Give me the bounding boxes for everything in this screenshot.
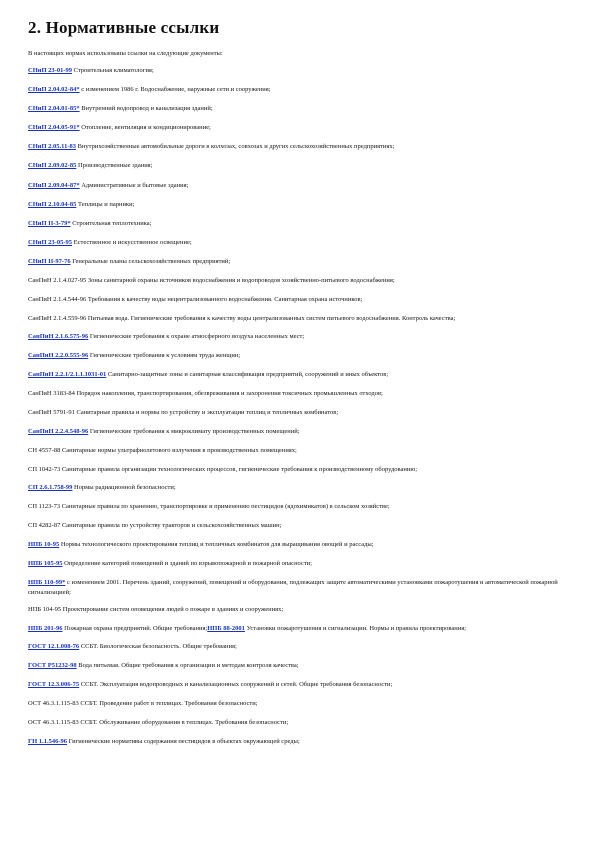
document-link[interactable]: ГОСТ 12.3.006-75 <box>28 681 80 689</box>
document-link[interactable]: СП 2.6.1.758-99 <box>28 483 73 491</box>
reference-item <box>28 181 568 191</box>
reference-text: Естественное и искусственное освещение; <box>72 238 192 246</box>
reference-text: СанПиН 2.1.4.559-96 Питьевая вода. Гигиенические требования к качеству воды централизованных систем питьевого водоснабжения. Контроль качества; <box>28 315 456 323</box>
reference-item <box>28 85 568 95</box>
document-link[interactable]: НПБ 201-96 <box>28 625 63 633</box>
reference-text: Внутренний водопровод и канализация зданий; <box>79 105 213 113</box>
reference-item <box>28 389 568 399</box>
reference-text: ССБТ. Биологическая безопасность. Общие требования; <box>79 642 237 650</box>
reference-item <box>28 314 568 324</box>
reference-text: Внутрихозяйственные автомобильные дороги в колхозах, совхозах и других сельскохозяйственных предприятиях; <box>75 143 395 151</box>
reference-text: Гигиенические требования к условиям труда женщин; <box>88 351 241 359</box>
reference-item <box>28 446 568 456</box>
reference-text: Вода питьевая. Общие требования к организации и методам контроля качества; <box>76 662 299 670</box>
reference-text: ОСТ 46.3.1.115-83 ССБТ. Обслуживание оборудования в теплицах. Требования безопасности; <box>28 719 289 727</box>
document-link[interactable]: СанПиН 2.1.6.575-96 <box>28 332 89 340</box>
reference-item <box>28 718 568 728</box>
document-link[interactable]: НПБ 88-2001 <box>207 625 245 633</box>
reference-item <box>28 332 568 342</box>
references-list <box>28 66 568 747</box>
reference-item <box>28 66 568 76</box>
reference-text: СП 1123-73 Санитарные правила по хранению, транспортировке и применению пестицидов (ядохимикатов) в сельском хозяйстве; <box>28 502 390 510</box>
document-link[interactable]: СНиП 2.04.01-85* <box>28 105 80 113</box>
document-link[interactable]: НПБ 10-95 <box>28 541 60 549</box>
document-link[interactable]: ГОСТ 12.1.008-76 <box>28 642 80 650</box>
reference-item <box>28 104 568 114</box>
reference-text: Установки пожаротушения и сигнализации. Нормы и правила проектирования; <box>244 625 467 633</box>
reference-text: ОСТ 46.3.1.115-83 ССБТ. Проведение работ в теплицах. Требования безопасности; <box>28 700 258 708</box>
document-link[interactable]: СНиП 2.04.02-84* <box>28 86 80 94</box>
reference-text: Нормы технологического проектирования теплиц и тепличных комбинатов для выращивания овощей и рассады; <box>59 541 374 549</box>
reference-item <box>28 123 568 133</box>
document-link[interactable]: СНиП 2.05.11-83 <box>28 143 76 151</box>
reference-item <box>28 642 568 652</box>
document-link[interactable]: СНиП 23-05-95 <box>28 238 73 246</box>
document-link[interactable]: СанПиН 2.2.0.555-96 <box>28 351 89 359</box>
reference-text: Гигиенические требования к микроклимату производственных помещений; <box>88 428 300 436</box>
reference-text: Пожарная охрана предприятий. Общие требования; <box>62 625 208 633</box>
reference-text: СП 1042-73 Санитарные правила организации технологических процессов, гигиенические требования к производственному оборудованию; <box>28 466 417 474</box>
reference-item <box>28 661 568 671</box>
document-link[interactable]: СНиП 2.09.02-85 <box>28 162 77 170</box>
reference-text: Санитарно-защитные зоны и санитарная классификация предприятий, сооружений и иных объектов; <box>106 370 389 378</box>
document-link[interactable]: СНиП II-3-79* <box>28 219 71 227</box>
reference-text: Строительная теплотехника; <box>70 219 152 227</box>
reference-text: с изменением 1986 г. Водоснабжение, наружные сети и сооружения; <box>79 86 271 94</box>
document-link[interactable]: СНиП 2.10.04-85 <box>28 200 77 208</box>
reference-text: СанПиН 5791-91 Санитарные правила и нормы по устройству и эксплуатации теплиц и тепличных комбинатов; <box>28 409 339 417</box>
reference-text: Генеральные планы сельскохозяйственных предприятий; <box>70 257 231 265</box>
document-link[interactable]: ГОСТ Р51232-98 <box>28 662 77 670</box>
reference-text: Административные и бытовые здания; <box>79 181 189 189</box>
reference-text: Гигиенические нормативы содержания пестицидов в объектах окружающей среды; <box>66 738 300 746</box>
reference-item <box>28 427 568 437</box>
section-heading: 2. Нормативные ссылки <box>28 18 220 37</box>
reference-text: Теплицы и парники; <box>76 200 135 208</box>
reference-item <box>28 200 568 210</box>
document-page <box>28 18 568 757</box>
reference-text: Гигиенические требования к охране атмосферного воздуха населенных мест; <box>88 332 305 340</box>
document-link[interactable]: НПБ 105-95 <box>28 560 63 568</box>
reference-text: СанПиН 3183-84 Порядок накопления, транспортирования, обезвреживания и захоронения токсичных промышленных отходов; <box>28 390 383 397</box>
reference-item <box>28 238 568 248</box>
reference-text: СП 4282-87 Санитарные правила по устройству тракторов и сельскохозяйственных машин; <box>28 522 282 530</box>
document-link[interactable]: СанПиН 2.2.4.548-96 <box>28 428 89 436</box>
reference-item <box>28 502 568 512</box>
reference-text: с изменением 2001. Перечень зданий, сооружений, помещений и оборудования, подлежащих защите автоматическими установками пожаротушения и автоматической пожарной сигнализацией; <box>28 579 558 596</box>
reference-item <box>28 680 568 690</box>
reference-item <box>28 276 568 286</box>
reference-text: ССБТ. Эксплуатация водопроводных и канализационных сооружений и сетей. Общие требования безопасности; <box>79 681 393 689</box>
reference-item <box>28 559 568 569</box>
reference-item <box>28 161 568 171</box>
reference-item <box>28 699 568 709</box>
document-link[interactable]: СНиП II-97-76 <box>28 257 71 265</box>
reference-item <box>28 351 568 361</box>
reference-text: Отопление, вентиляция и кондиционирование; <box>79 124 211 132</box>
reference-item <box>28 483 568 493</box>
reference-item <box>28 737 568 747</box>
document-link[interactable]: СНиП 23-01-99 <box>28 67 73 74</box>
reference-item <box>28 605 568 615</box>
reference-text: СанПиН 2.1.4.544-96 Требования к качеству воды нецентрализованного водоснабжения. Санитарная охрана источников; <box>28 296 363 304</box>
reference-text: СанПиН 2.1.4.027-95 Зоны санитарной охраны источников водоснабжения и водопроводов хозяйственно-питьевого водоснабжения; <box>28 277 395 285</box>
reference-item <box>28 142 568 152</box>
document-link[interactable]: НПБ 110-99* <box>28 579 66 587</box>
document-link[interactable]: СанПиН 2.2.1/2.1.1.1031-01 <box>28 370 107 378</box>
document-link[interactable]: СНиП 2.09.04-87* <box>28 181 80 189</box>
reference-text: НПБ 104-95 Проектирование систем оповещения людей о пожаре в зданиях и сооружениях; <box>28 606 284 614</box>
document-link[interactable]: ГН 1.1.546-96 <box>28 738 67 746</box>
intro-text: В настоящих нормах использованы ссылки на следующие документы: <box>28 50 223 57</box>
reference-item <box>28 257 568 267</box>
reference-item <box>28 540 568 550</box>
reference-text: Нормы радиационной безопасности; <box>72 483 176 491</box>
reference-item <box>28 295 568 305</box>
reference-item <box>28 578 568 597</box>
reference-text: СН 4557-88 Санитарные нормы ультрафиолетового излучения в производственных помещениях; <box>28 447 297 455</box>
reference-item <box>28 521 568 531</box>
reference-item <box>28 465 568 475</box>
reference-item <box>28 408 568 418</box>
reference-text: Определение категорий помещений и зданий по взрывопожарной и пожарной опасности; <box>62 560 312 568</box>
document-link[interactable]: СНиП 2.04.05-91* <box>28 124 80 132</box>
reference-item <box>28 624 568 634</box>
reference-item <box>28 219 568 229</box>
reference-text: Производственные здания; <box>76 162 153 170</box>
reference-item <box>28 370 568 380</box>
reference-text: Строительная климатология; <box>72 67 154 74</box>
